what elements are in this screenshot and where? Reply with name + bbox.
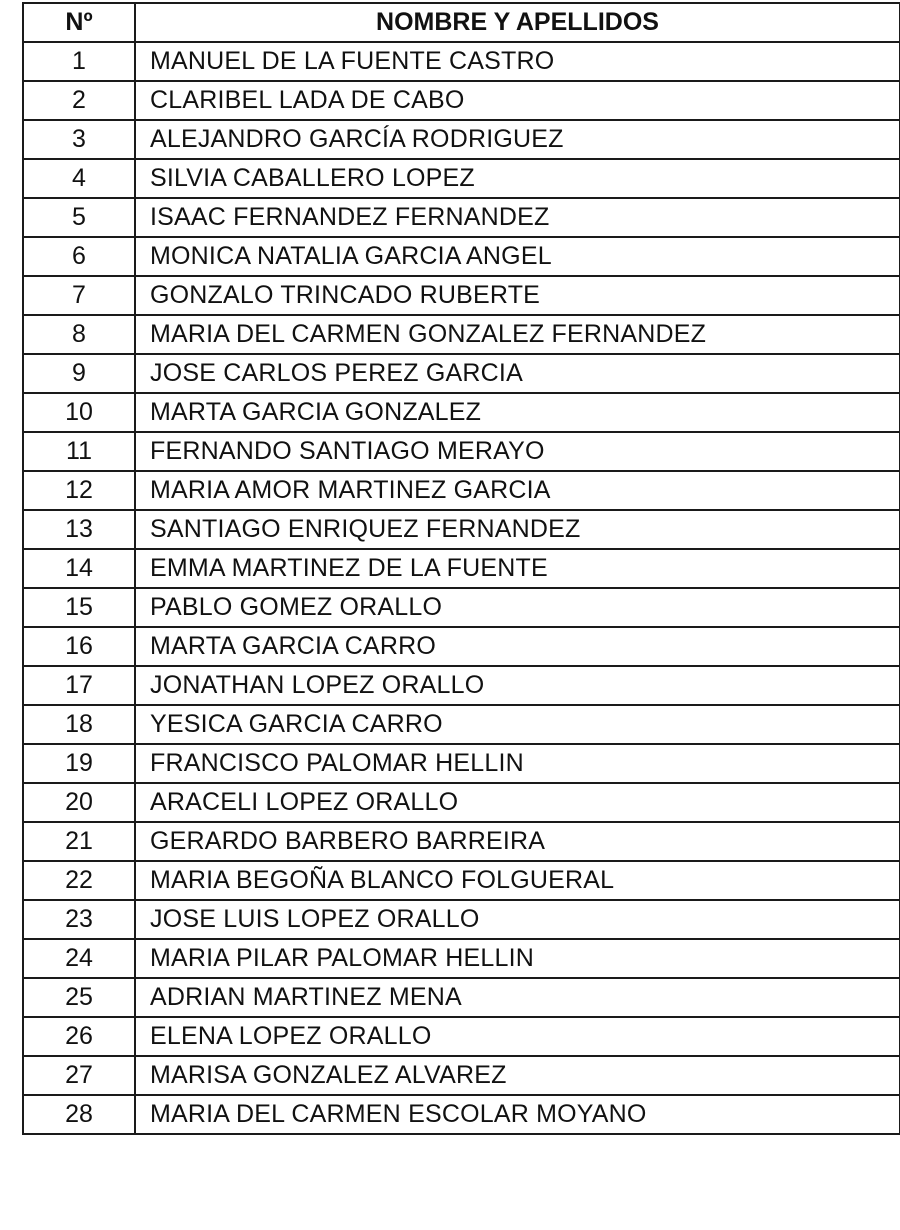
table-row [23, 315, 900, 354]
row-full-name: MARIA BEGOÑA BLANCO FOLGUERAL [135, 861, 900, 900]
row-number: 24 [23, 939, 135, 978]
table-row [23, 198, 900, 237]
row-full-name: MANUEL DE LA FUENTE CASTRO [135, 42, 900, 81]
table-row [23, 120, 900, 159]
row-full-name: JOSE CARLOS PEREZ GARCIA [135, 354, 900, 393]
row-full-name: SANTIAGO ENRIQUEZ FERNANDEZ [135, 510, 900, 549]
table-row [23, 978, 900, 1017]
row-number: 14 [23, 549, 135, 588]
row-number: 7 [23, 276, 135, 315]
row-number: 19 [23, 744, 135, 783]
table-row [23, 1056, 900, 1095]
names-table [22, 2, 900, 1135]
header-number: Nº [23, 3, 135, 42]
row-number: 4 [23, 159, 135, 198]
row-full-name: GERARDO BARBERO BARREIRA [135, 822, 900, 861]
table-row [23, 159, 900, 198]
table-row [23, 861, 900, 900]
table-row [23, 705, 900, 744]
row-full-name: MARIA DEL CARMEN ESCOLAR MOYANO [135, 1095, 900, 1134]
row-number: 25 [23, 978, 135, 1017]
table-row [23, 393, 900, 432]
row-number: 10 [23, 393, 135, 432]
row-full-name: MARIA PILAR PALOMAR HELLIN [135, 939, 900, 978]
row-full-name: YESICA GARCIA CARRO [135, 705, 900, 744]
table-row [23, 42, 900, 81]
row-number: 18 [23, 705, 135, 744]
table-row [23, 432, 900, 471]
row-number: 28 [23, 1095, 135, 1134]
row-number: 22 [23, 861, 135, 900]
row-number: 11 [23, 432, 135, 471]
row-full-name: PABLO GOMEZ ORALLO [135, 588, 900, 627]
table-row [23, 588, 900, 627]
row-full-name: MARIA AMOR MARTINEZ GARCIA [135, 471, 900, 510]
row-full-name: EMMA MARTINEZ DE LA FUENTE [135, 549, 900, 588]
row-full-name: FERNANDO SANTIAGO MERAYO [135, 432, 900, 471]
row-number: 12 [23, 471, 135, 510]
row-number: 21 [23, 822, 135, 861]
row-number: 15 [23, 588, 135, 627]
table-row [23, 237, 900, 276]
row-full-name: ADRIAN MARTINEZ MENA [135, 978, 900, 1017]
table-row [23, 510, 900, 549]
row-full-name: MARTA GARCIA GONZALEZ [135, 393, 900, 432]
row-full-name: MARISA GONZALEZ ALVAREZ [135, 1056, 900, 1095]
row-full-name: GONZALO TRINCADO RUBERTE [135, 276, 900, 315]
table-row [23, 354, 900, 393]
row-number: 27 [23, 1056, 135, 1095]
row-number: 1 [23, 42, 135, 81]
table-row [23, 627, 900, 666]
row-full-name: MONICA NATALIA GARCIA ANGEL [135, 237, 900, 276]
row-number: 20 [23, 783, 135, 822]
table-row [23, 666, 900, 705]
row-number: 23 [23, 900, 135, 939]
row-number: 13 [23, 510, 135, 549]
row-full-name: JONATHAN LOPEZ ORALLO [135, 666, 900, 705]
table-row [23, 744, 900, 783]
table-header [23, 3, 900, 42]
row-full-name: CLARIBEL LADA DE CABO [135, 81, 900, 120]
row-full-name: ALEJANDRO GARCÍA RODRIGUEZ [135, 120, 900, 159]
table-row [23, 549, 900, 588]
table-row [23, 783, 900, 822]
header-row [23, 3, 900, 42]
table-row [23, 81, 900, 120]
row-full-name: ELENA LOPEZ ORALLO [135, 1017, 900, 1056]
row-full-name: JOSE LUIS LOPEZ ORALLO [135, 900, 900, 939]
table-row [23, 1017, 900, 1056]
row-full-name: SILVIA CABALLERO LOPEZ [135, 159, 900, 198]
row-full-name: FRANCISCO PALOMAR HELLIN [135, 744, 900, 783]
table-row [23, 822, 900, 861]
row-number: 9 [23, 354, 135, 393]
table-row [23, 471, 900, 510]
table-row [23, 1095, 900, 1134]
row-number: 26 [23, 1017, 135, 1056]
row-number: 3 [23, 120, 135, 159]
table-row [23, 900, 900, 939]
header-name: NOMBRE Y APELLIDOS [135, 3, 900, 42]
row-full-name: MARIA DEL CARMEN GONZALEZ FERNANDEZ [135, 315, 900, 354]
row-full-name: ARACELI LOPEZ ORALLO [135, 783, 900, 822]
row-number: 5 [23, 198, 135, 237]
table-body [23, 42, 900, 1134]
row-number: 6 [23, 237, 135, 276]
row-number: 8 [23, 315, 135, 354]
row-number: 16 [23, 627, 135, 666]
row-full-name: MARTA GARCIA CARRO [135, 627, 900, 666]
row-number: 2 [23, 81, 135, 120]
row-full-name: ISAAC FERNANDEZ FERNANDEZ [135, 198, 900, 237]
row-number: 17 [23, 666, 135, 705]
table-row [23, 939, 900, 978]
table-row [23, 276, 900, 315]
